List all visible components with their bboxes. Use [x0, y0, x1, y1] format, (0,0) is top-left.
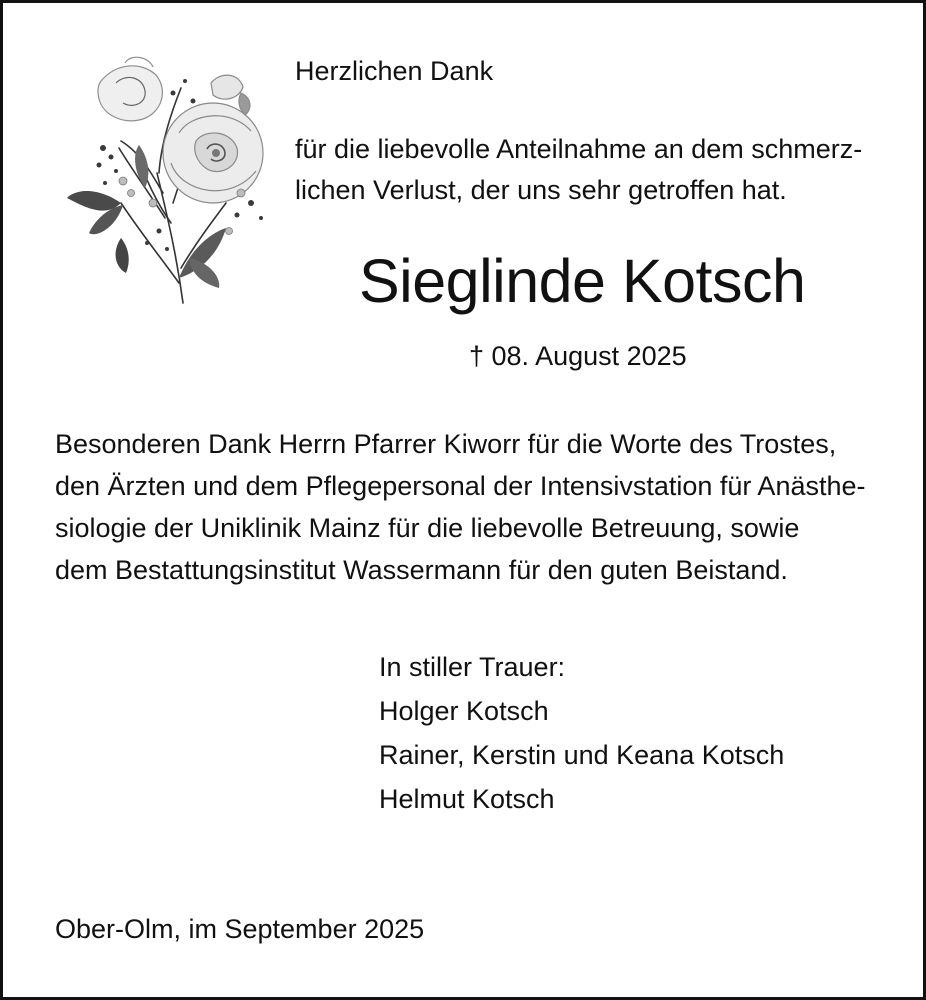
mourners-heading: In stiller Trauer: [379, 652, 566, 682]
thanks-paragraph [55, 423, 866, 591]
death-date: † 08. August 2025 [469, 341, 687, 371]
intro-line: lichen Verlust, der uns sehr getroffen hat. [295, 175, 787, 205]
intro-line: für die liebevolle Anteilnahme an dem schmerz- [295, 134, 863, 164]
intro-text [295, 129, 862, 211]
rose-bouquet-icon [61, 53, 281, 315]
thanks-line: den Ärzten und dem Pflegepersonal der Intensivstation für Anästhe- [55, 471, 866, 501]
thanks-line: Besonderen Dank Herrn Pfarrer Kiworr für die Worte des Trostes, [55, 429, 837, 459]
mourners-list [379, 645, 784, 821]
thanks-line: dem Bestattungsinstitut Wassermann für den guten Beistand. [55, 555, 788, 585]
deceased-name: Sieglinde Kotsch [359, 247, 806, 315]
thanks-heading: Herzlichen Dank [295, 56, 494, 86]
mourner-name: Holger Kotsch [379, 696, 549, 726]
thanks-line: siologie der Uniklinik Mainz für die liebevolle Betreuung, sowie [55, 513, 800, 543]
place-date: Ober-Olm, im September 2025 [55, 914, 425, 944]
mourner-name: Helmut Kotsch [379, 784, 555, 814]
mourner-name: Rainer, Kerstin und Keana Kotsch [379, 740, 785, 770]
